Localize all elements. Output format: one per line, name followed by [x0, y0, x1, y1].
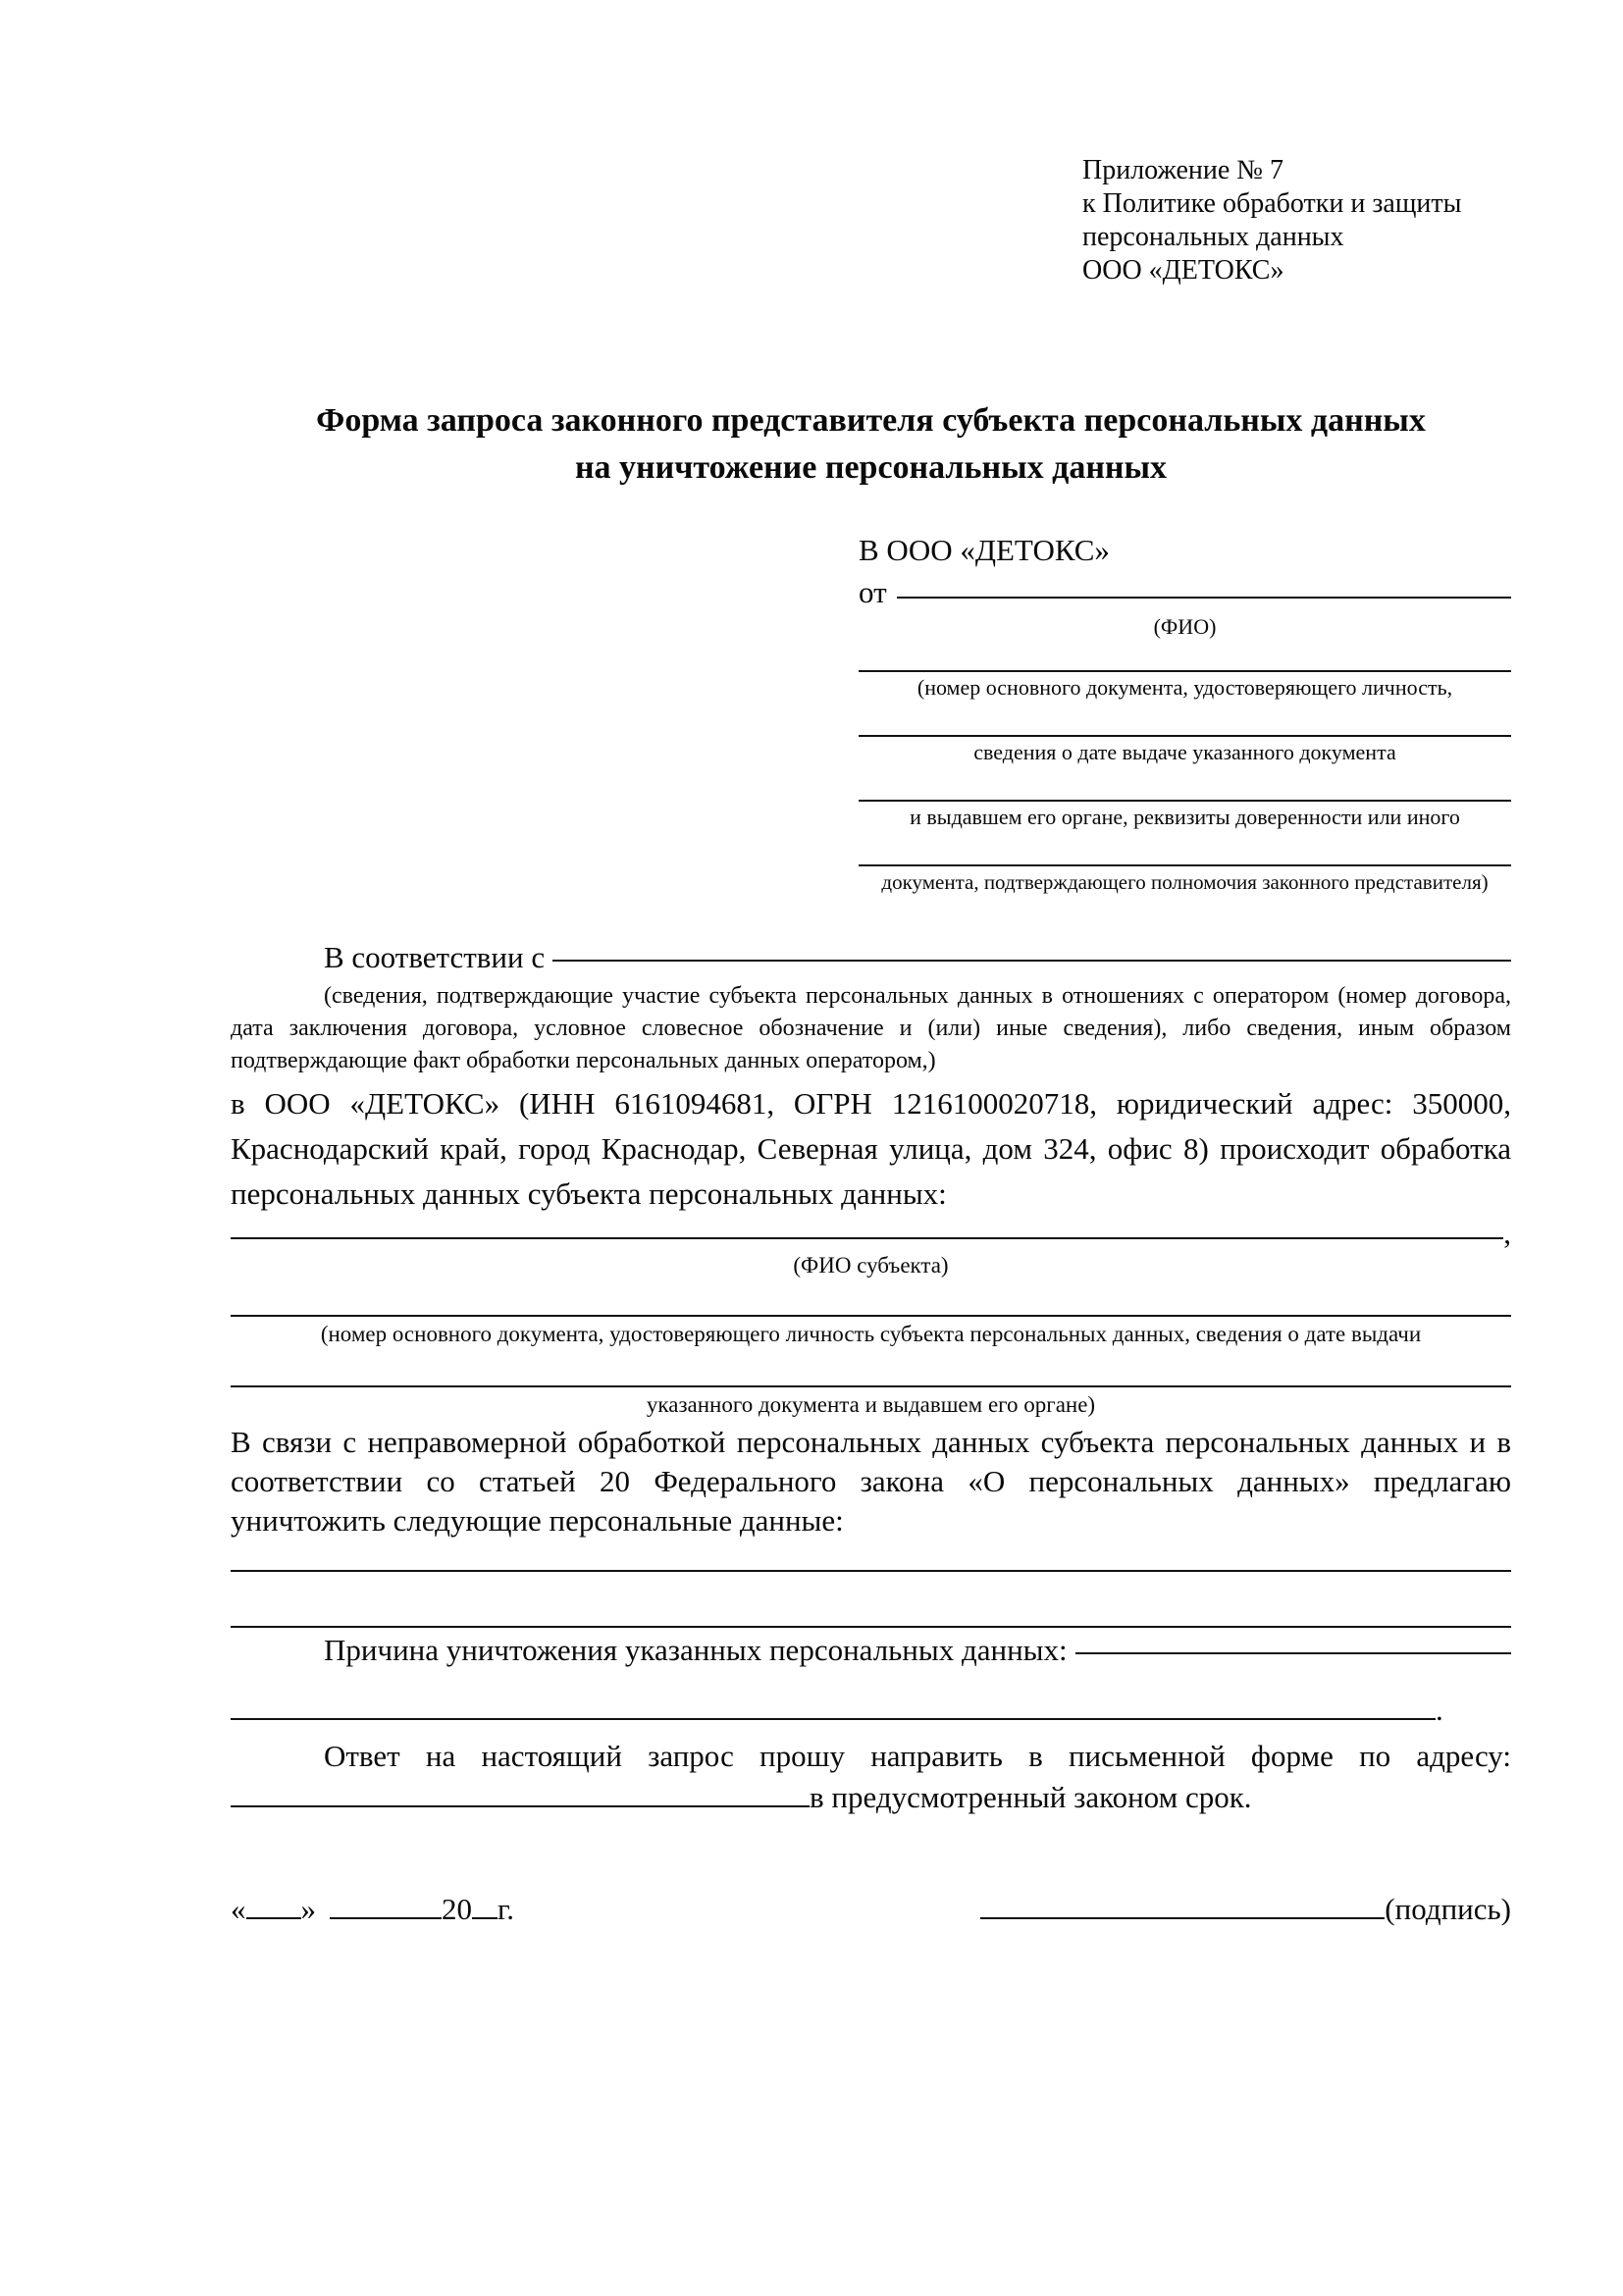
appendix-line-4: ООО «ДЕТОКС» [1082, 255, 1284, 286]
reply-term-text: в предусмотренный законом срок. [810, 1780, 1252, 1814]
signature-field [980, 1889, 1511, 1930]
signature-caption: (подпись) [1385, 1892, 1511, 1926]
addressee-block [859, 531, 1511, 896]
subject-document-caption: (номер основного документа, удостоверяющего личность субъекта персональных данных, сведения о дате выдачи [320, 1322, 1422, 1346]
document-title [231, 397, 1511, 492]
document-title-line-1: Форма запроса законного представителя субъекта персональных данных [316, 402, 1426, 439]
from-field-row [859, 574, 1511, 611]
fio-caption: (ФИО) [1153, 614, 1217, 639]
document-number-caption: (номер основного документа, удостоверяющего личность, [916, 675, 1453, 700]
reply-address-blank-line [231, 1805, 810, 1807]
accordance-row [231, 937, 1511, 978]
appendix-block [1082, 154, 1511, 287]
date-year-suffix: г. [497, 1892, 514, 1926]
accordance-note: (сведения, подтверждающие участие субъекта персональных данных в отношениях с оператором (номер договора, дата заключения договора, условное словесное обозначение и (или) иные сведения), либо сведения, иным образом подтверждающие факт обработки персональных данных оператором,) [231, 983, 1511, 1073]
date-day-blank [246, 1917, 301, 1919]
addressee-to: В ООО «ДЕТОКС» [859, 533, 1110, 567]
issuing-authority-blank-line [859, 800, 1511, 802]
from-label: от [859, 575, 887, 609]
subject-document-authority-caption: указанного документа и выдавшем его органе) [646, 1392, 1096, 1417]
destruction-reason-trailing-period: . [1436, 1693, 1443, 1727]
destruction-reason-label: Причина уничтожения указанных персональных данных: [324, 1633, 1068, 1667]
destruction-reason-blank-line-2 [231, 1718, 1436, 1720]
signature-blank-line [980, 1917, 1385, 1919]
subject-fio-caption: (ФИО субъекта) [793, 1253, 949, 1278]
date-field [231, 1889, 514, 1930]
subject-fio-row [231, 1216, 1511, 1250]
appendix-line-2: к Политике обработки и защиты [1082, 188, 1462, 219]
operator-paragraph: в ООО «ДЕТОКС» (ИНН 6161094681, ОГРН 1216100020718, юридический адрес: 350000, Краснодарский край, город Краснодар, Северная улица, дом 324, офис 8) происходит обработка персональных данных субъекта персональных данных: [231, 1086, 1511, 1211]
personal-data-blank-line-1 [231, 1570, 1511, 1572]
document-title-line-2: на уничтожение персональных данных [574, 449, 1168, 486]
issue-date-blank-line [859, 735, 1511, 737]
subject-document-blank-line [231, 1315, 1511, 1317]
subject-document-authority-blank-line [231, 1385, 1511, 1387]
date-month-blank [330, 1917, 442, 1919]
personal-data-blank-line-2 [231, 1626, 1511, 1628]
appendix-line-1: Приложение № 7 [1082, 155, 1283, 185]
issue-date-caption: сведения о дате выдаче указанного документа [973, 740, 1396, 764]
destroy-request-paragraph: В связи с неправомерной обработкой персональных данных субъекта персональных данных и в соответствии со статьей 20 Федерального закона «О персональных данных» предлагаю уничтожить следующие персональные данные: [231, 1425, 1511, 1538]
reply-request-line: Ответ на настоящий запрос прошу направить в письменной форме по адресу: [324, 1739, 1511, 1773]
subject-fio-trailing-comma: , [1503, 1216, 1511, 1250]
appendix-line-3: персональных данных [1082, 222, 1344, 252]
destruction-reason-continuation-row [231, 1691, 1511, 1730]
date-year-blank [472, 1917, 497, 1919]
date-year-prefix: 20 [442, 1892, 472, 1926]
destruction-reason-row [231, 1630, 1511, 1671]
issuing-authority-caption: и выдавшем его органе, реквизиты доверенности или иного [910, 805, 1460, 829]
document-number-blank-line [859, 670, 1511, 672]
document-body [231, 937, 1511, 1930]
representative-authority-caption: документа, подтверждающего полномочия законного представителя) [881, 870, 1489, 894]
date-quote-open: « [231, 1892, 246, 1926]
accordance-label: В соответствии с [324, 940, 546, 974]
representative-authority-blank-line [859, 864, 1511, 866]
date-quote-close: » [300, 1892, 316, 1926]
reply-address-row [231, 1777, 1511, 1818]
footer-row [231, 1889, 1511, 1930]
